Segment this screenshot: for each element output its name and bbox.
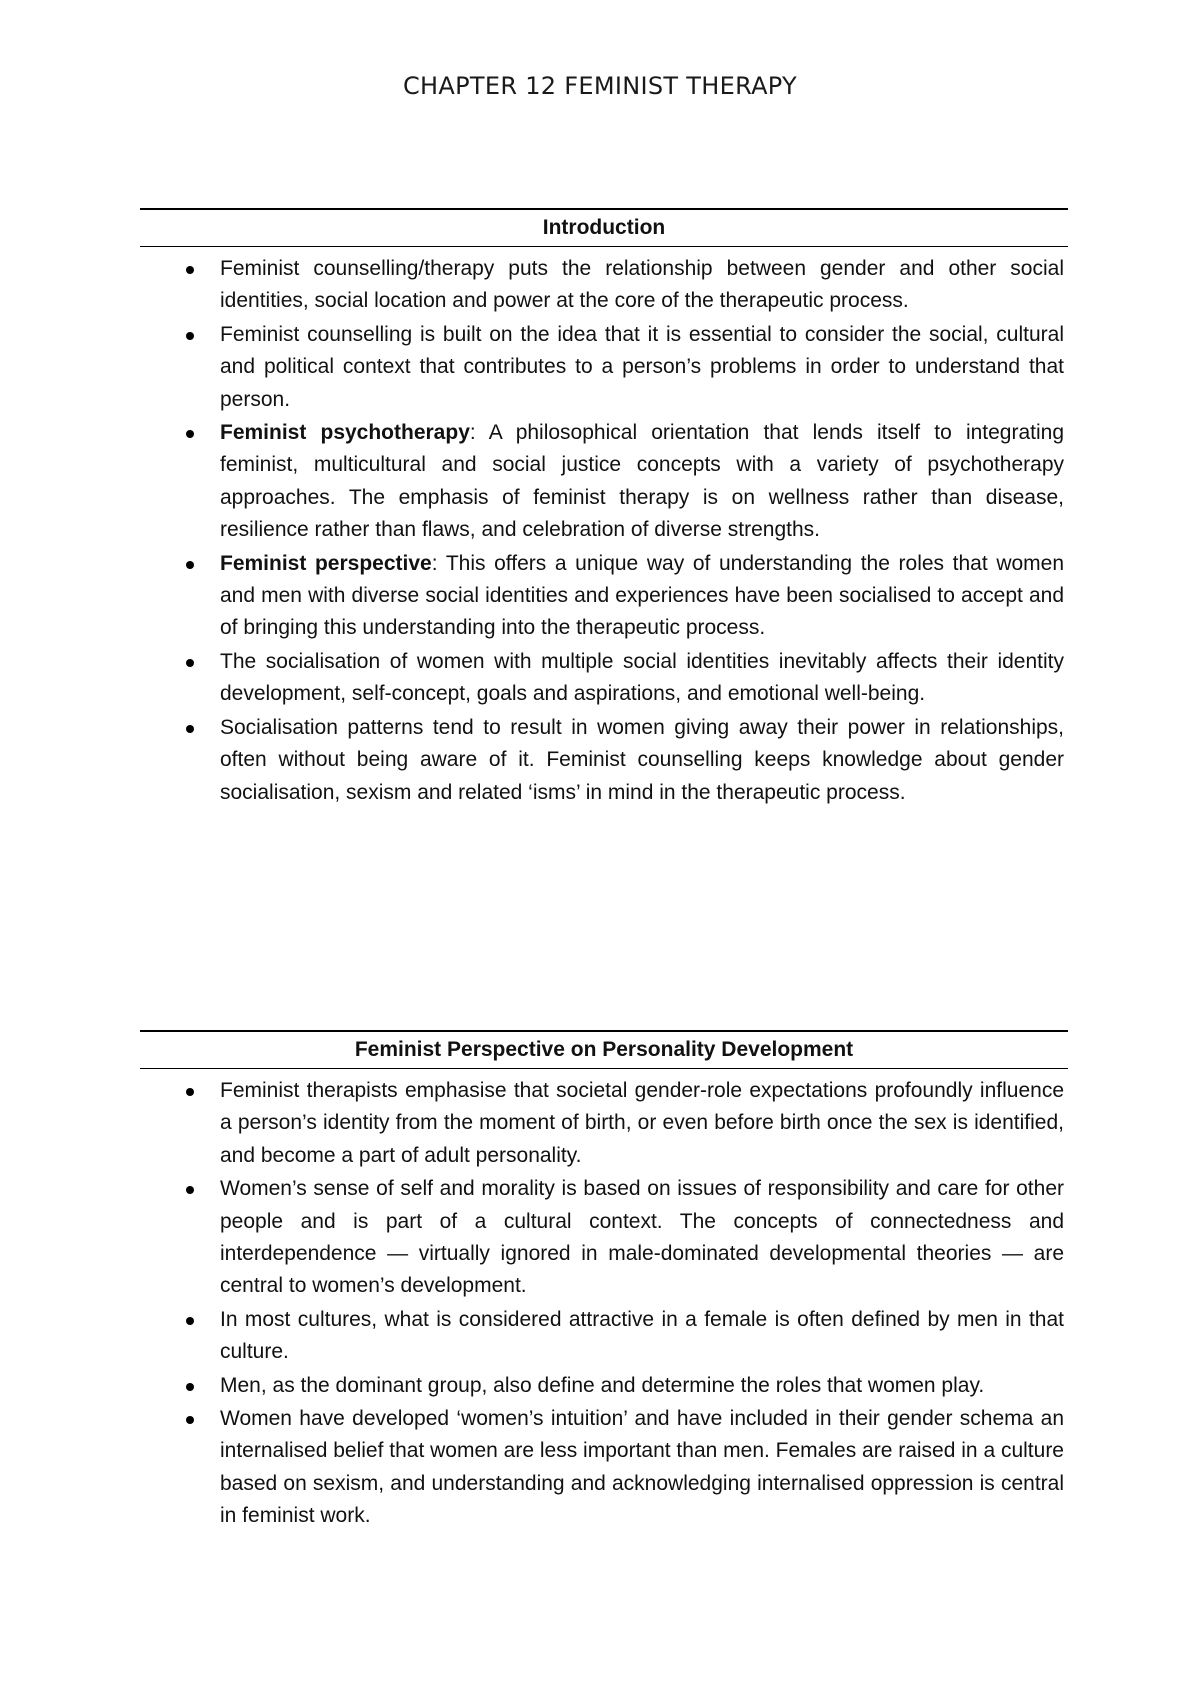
list-item — [140, 417, 1068, 547]
bullet-icon — [186, 266, 194, 274]
section-introduction — [140, 208, 1068, 809]
list-item-text: In most cultures, what is considered attractive in a female is often defined by men in that culture. — [220, 1307, 1064, 1364]
list-item-text: Feminist counselling is built on the idea that it is essential to consider the social, cultural and political context that contributes to a person’s problems in order to understand that person. — [220, 322, 1064, 411]
term-separator: : — [431, 551, 446, 575]
list-item — [140, 319, 1068, 416]
bullet-list — [140, 1075, 1068, 1533]
bullet-list — [140, 253, 1068, 809]
section-heading: Introduction — [140, 208, 1068, 247]
list-item — [140, 1403, 1068, 1533]
page-title: CHAPTER 12 FEMINIST THERAPY — [403, 72, 797, 100]
list-item — [140, 253, 1068, 318]
bullet-icon — [186, 659, 194, 667]
section-heading: Feminist Perspective on Personality Development — [140, 1030, 1068, 1069]
bullet-icon — [186, 332, 194, 340]
list-item-text: This offers a unique way of understanding the roles that women and men with diverse social identities and experiences have been socialised to accept and of bringing this understanding into the therapeutic process. — [220, 551, 1065, 640]
list-item-text: Men, as the dominant group, also define and determine the roles that women play. — [220, 1373, 985, 1397]
bullet-icon — [186, 430, 194, 438]
list-item-text: Women’s sense of self and morality is based on issues of responsibility and care for other people and is part of a cultural context. The concepts of connectedness and interdependence — virtually ignored in male-dominated developmental theories — are central to women’s development. — [220, 1177, 1064, 1298]
list-item — [140, 646, 1068, 711]
list-item — [140, 1304, 1068, 1369]
term-separator: : — [469, 421, 489, 445]
list-item — [140, 712, 1068, 809]
bullet-icon — [186, 725, 194, 733]
bullet-icon — [186, 1186, 194, 1194]
list-item-text: The socialisation of women with multiple social identities inevitably affects their identity development, self-concept, goals and aspirations, and emotional well-being. — [220, 649, 1064, 706]
list-item — [140, 1075, 1068, 1172]
list-item — [140, 1173, 1068, 1303]
list-item — [140, 1370, 1068, 1402]
bullet-icon — [186, 1416, 194, 1424]
list-item — [140, 548, 1068, 645]
bullet-icon — [186, 1317, 194, 1325]
bullet-icon — [186, 561, 194, 569]
list-item-text: A philosophical orientation that lends itself to integrating feminist, multicultural and social justice concepts with a variety of psychotherapy approaches. The emphasis of feminist therapy is on wellness rather than disease, resilience rather than flaws, and celebration of diverse strengths. — [220, 421, 1065, 542]
section-personality-development — [140, 1030, 1068, 1533]
list-item-text: Socialisation patterns tend to result in women giving away their power in relationships, often without being aware of it. Feminist counselling keeps knowledge about gender socialisation, sexism and related ‘isms’ in mind in the therapeutic process. — [220, 715, 1064, 804]
list-item-text: Feminist therapists emphasise that societal gender-role expectations profoundly influence a person’s identity from the moment of birth, or even before birth once the sex is identified, and become a part of adult personality. — [220, 1079, 1064, 1167]
bullet-icon — [186, 1383, 194, 1391]
term-label: Feminist perspective — [220, 551, 432, 575]
list-item-text: Feminist counselling/therapy puts the relationship between gender and other social identities, social location and power at the core of the therapeutic process. — [220, 257, 1064, 313]
bullet-icon — [186, 1088, 194, 1096]
list-item-text: Women have developed ‘women’s intuition’ and have included in their gender schema an internalised belief that women are less important than men. Females are raised in a culture based on sexism, and understanding and acknowledging internalised oppression is central in feminist work. — [220, 1407, 1064, 1528]
term-label: Feminist psychotherapy — [220, 421, 470, 445]
